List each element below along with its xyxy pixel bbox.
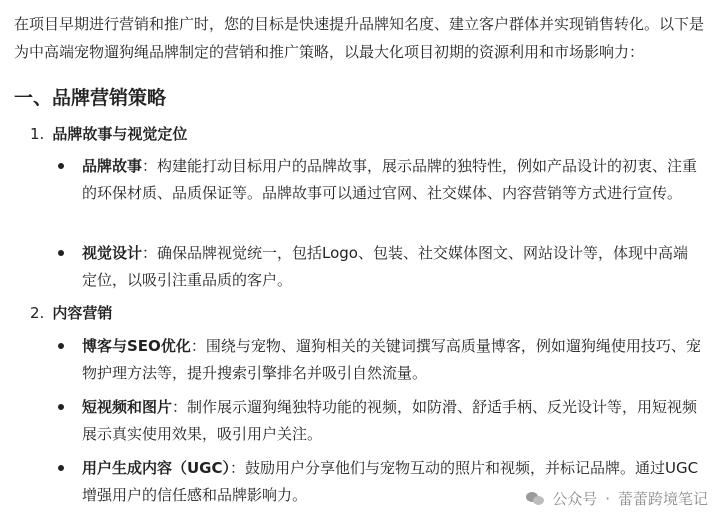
bullet-visual-design: [58, 240, 708, 294]
bullet-text: ：确保品牌视觉统一，包括Logo、包装、社交媒体图文、网站设计等，体现中高端定位，以吸引注重品质的客户。: [82, 244, 688, 289]
bullet-label: 品牌故事: [82, 157, 143, 175]
watermark-account-name: 蕾蕾跨境笔记: [617, 490, 708, 508]
bullet-dot-icon: [58, 404, 64, 410]
list-number: 2.: [30, 304, 45, 322]
bullet-short-video: [58, 394, 708, 448]
bullet-dot-icon: [58, 465, 64, 471]
bullet-brand-story: [58, 153, 708, 207]
section-heading: 一、品牌营销策略: [14, 87, 167, 109]
bullet-label: 短视频和图片: [82, 398, 173, 416]
list-item-title: 品牌故事与视觉定位: [52, 125, 188, 143]
watermark-prefix: 公众号: [552, 490, 598, 508]
bullet-blog-seo: [58, 333, 708, 387]
list-number: 1.: [30, 125, 45, 143]
bullet-dot-icon: [58, 163, 64, 169]
list-item-brand-story-visual: [30, 123, 187, 144]
bullet-dot-icon: [58, 343, 64, 349]
watermark: [526, 488, 708, 509]
bullet-text: ：围绕与宠物、遛狗相关的关键词撰写高质量博客，例如遛狗绳使用技巧、宠物护理方法等，提升搜索引擎排名并吸引自然流量。: [82, 337, 701, 382]
watermark-separator: ·: [605, 489, 610, 508]
bullet-dot-icon: [58, 250, 64, 256]
list-item-content-marketing: [30, 302, 112, 323]
wechat-icon: [526, 492, 544, 506]
bullet-text: ：构建能打动目标用户的品牌故事，展示品牌的独特性，例如产品设计的初衷、注重的环保材质、品质保证等。品牌故事可以通过官网、社交媒体、内容营销等方式进行宣传。: [82, 157, 698, 202]
bullet-label: 博客与SEO优化: [82, 337, 191, 355]
intro-paragraph: 在项目早期进行营销和推广时，您的目标是快速提升品牌知名度、建立客户群体并实现销售转化。以下是为中高端宠物遛狗绳品牌制定的营销和推广策略，以最大化项目初期的资源利用和市场影响力：: [14, 15, 705, 61]
bullet-label: 用户生成内容（UGC）: [82, 459, 231, 477]
bullet-label: 视觉设计: [82, 244, 143, 262]
bullet-text: ：制作展示遛狗绳独特功能的视频，如防滑、舒适手柄、反光设计等，用短视频展示真实使用效果，吸引用户关注。: [82, 398, 698, 443]
bullet-text: ：鼓励用户分享他们与宠物互动的照片和视频，并标记品牌。通过UGC增强用户的信任感和品牌影响力。: [82, 459, 699, 504]
list-item-title: 内容营销: [52, 304, 113, 322]
